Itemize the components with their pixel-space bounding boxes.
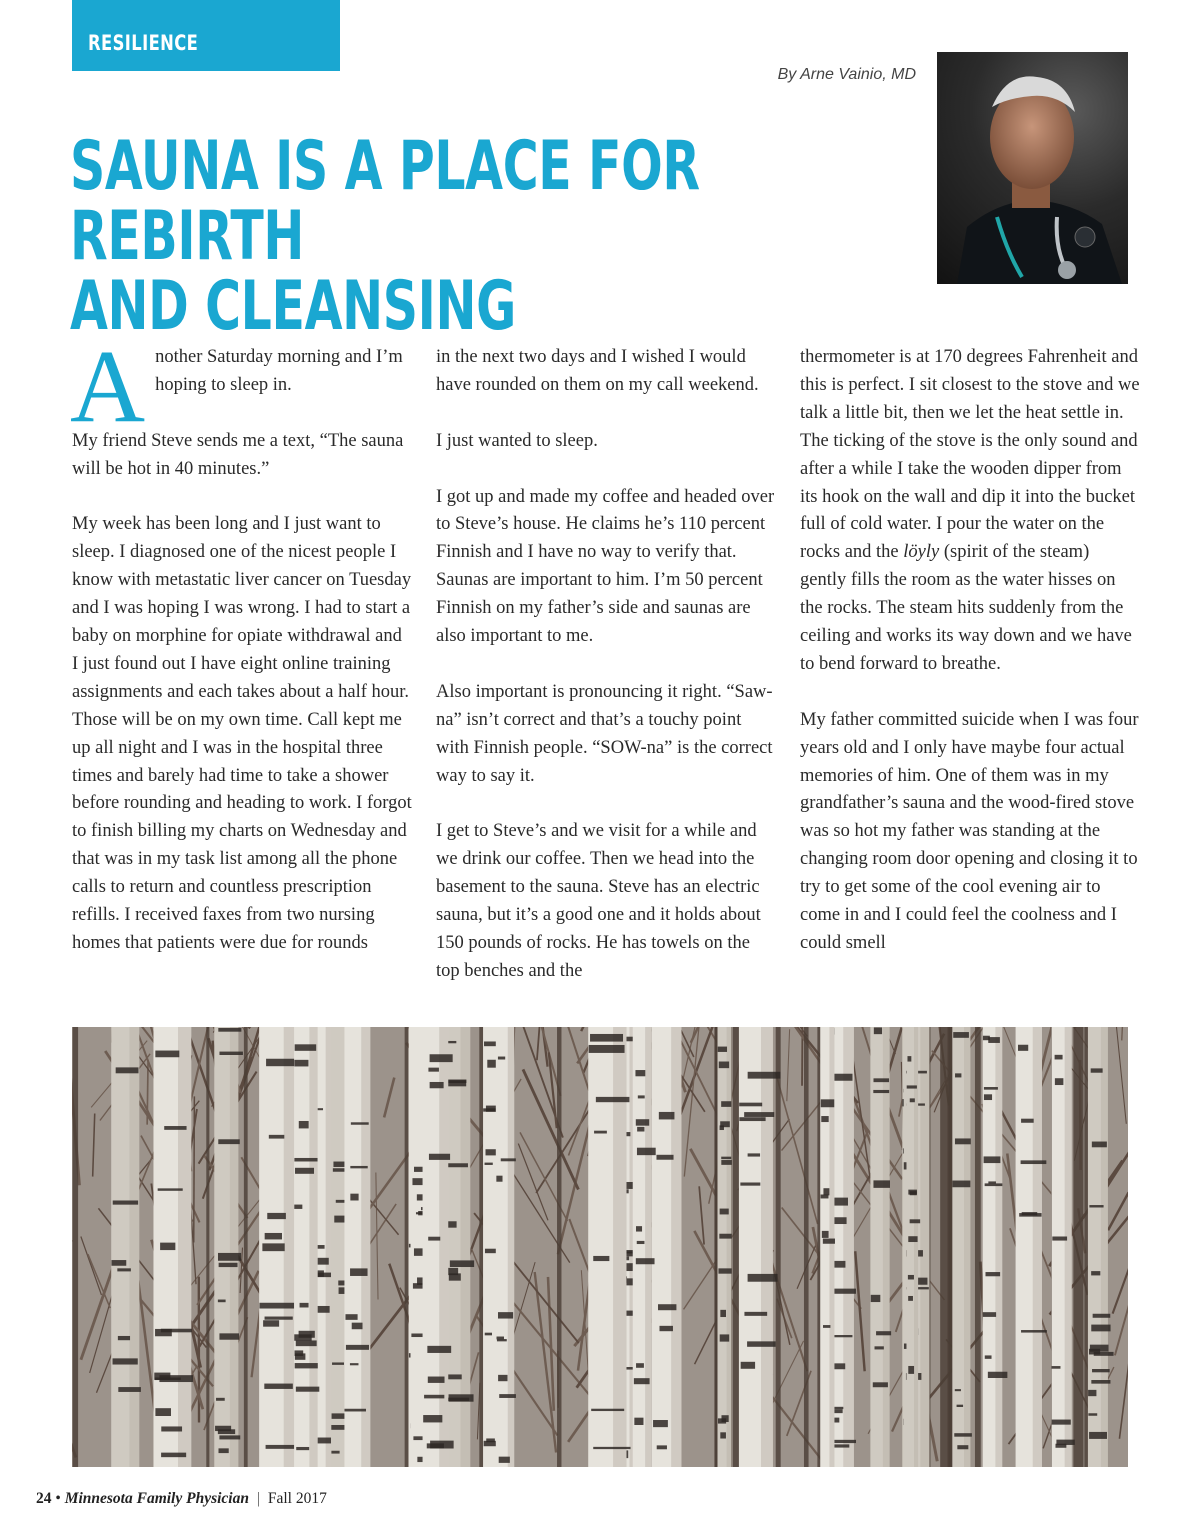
article-paragraph: thermometer is at 170 degrees Fahrenheit and this is perfect. I sit closest to the stove and we talk a little bit, then we let the heat settle in. The ticking of the stove is the only sound and after a while I take the wooden dipper from its hook on the wall and dip it into the bucket full of cold water. I pour the water on the rocks and the löyly (spirit of the steam) gently fills the room as the water hisses on the rocks. The steam hits suddenly from the ceiling and works its way down and we have to bend forward to breathe. [800, 347, 1140, 674]
byline: By Arne Vainio, MD [777, 66, 916, 83]
headline-line-1: SAUNA IS A PLACE FOR REBIRTH [70, 127, 700, 276]
footer-bullet: • [55, 1490, 61, 1507]
article-paragraph: My father committed suicide when I was four years old and I only have maybe four actual memories of him. One of them was in my grandfather’s sauna and the wood-fired stove was so hot my father was standing at the changing room door opening and closing it to try to get some of the cool evening air to come in and I could feel the coolness and I could smell [800, 709, 1139, 954]
section-tab [72, 0, 340, 71]
article-paragraph: I get to Steve’s and we visit for a while and we drink our coffee. Then we head into the basement to the sauna. Steve has an electric sauna, but it’s a good one and it holds about 150 pounds of rocks. He has towels on the top benches and the [436, 821, 761, 981]
article-column-1 [70, 329, 412, 986]
article-paragraph: Another Saturday morning and I’m hoping to sleep in. [70, 329, 403, 444]
article-column-2 [436, 344, 776, 1014]
loyly-term: löyly [903, 542, 940, 563]
article-paragraph: Also important is pronouncing it right. “Saw-na” isn’t correct and that’s a touchy point with Finnish people. “SOW-na” is the correct way to say it. [436, 681, 773, 786]
birch-forest-illustration [72, 1027, 1128, 1467]
article-column-3 [800, 344, 1140, 986]
article-body [70, 329, 1140, 994]
publication-name: Minnesota Family Physician [64, 1490, 249, 1507]
author-portrait-illustration [937, 52, 1128, 284]
birch-forest-photo [72, 1027, 1128, 1467]
article-paragraph: My friend Steve sends me a text, “The sauna will be hot in 40 minutes.” [72, 430, 404, 479]
page-number: 24 [36, 1490, 52, 1507]
article-paragraph: I got up and made my coffee and headed over to Steve’s house. He claims he’s 110 percent Finnish and I have no way to verify that. Saunas are important to him. I’m 50 percent Finnish on my father’s side and saunas are also important to me. [436, 486, 775, 647]
article-paragraph: in the next two days and I wished I would have rounded on them on my call weekend. [436, 347, 759, 395]
article-paragraph: My week has been long and I just want to sleep. I diagnosed one of the nicest people I know with metastatic liver cancer on Tuesday and I was hoping I was wrong. I had to start a baby on morphine for opiate withdrawal and I just found out I have eight online training assignments and each takes about a half hour. Those will be on my own time. Call kept me up all night and I was in the hospital three times and barely had time to take a shower before rounding and heading to work. I forgot to finish billing my charts on Wednesday and that was in my task list among all the phone calls to return and countless prescription refills. I received faxes from two nursing homes that patients were due for rounds [72, 514, 412, 953]
footer-separator: | [256, 1490, 260, 1507]
section-label: RESILIENCE [88, 31, 199, 55]
issue-date: Fall 2017 [267, 1490, 327, 1507]
page-footer [36, 1490, 327, 1508]
article-paragraph: I just wanted to sleep. [436, 430, 598, 451]
author-portrait [937, 52, 1128, 284]
headline-line-2: AND CLEANSING [70, 267, 516, 346]
drop-cap: A [70, 329, 146, 444]
article-headline [70, 127, 718, 346]
